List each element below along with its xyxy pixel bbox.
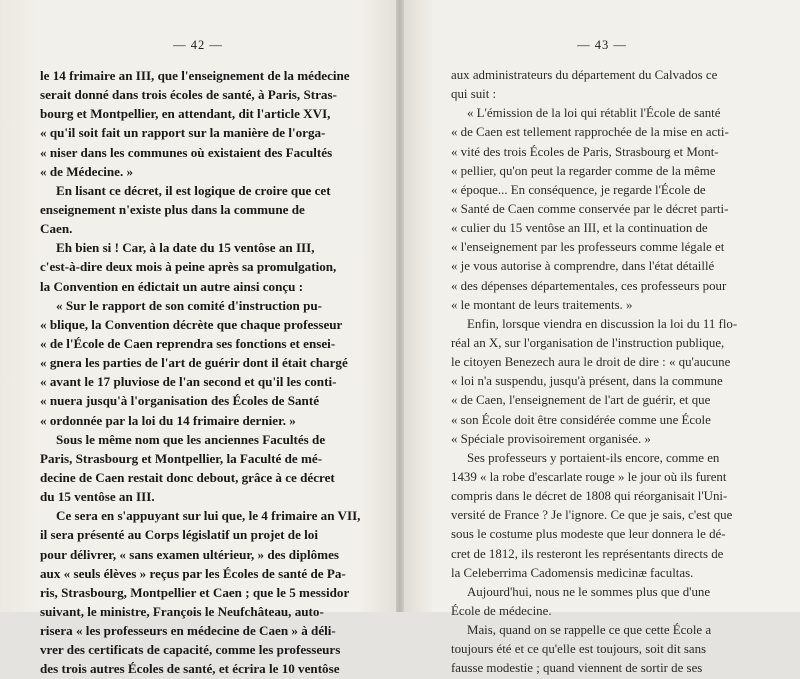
text-line: 1439 « la robe d'escarlate rouge » le jour où ils furent xyxy=(451,469,727,484)
right-page xyxy=(404,0,800,676)
text-line: « l'enseignement par les professeurs comme légale et xyxy=(451,240,725,255)
text-line: « époque... En conséquence, je regarde l'École de xyxy=(451,182,706,197)
left-page-text xyxy=(40,66,365,679)
text-line: suivant, le ministre, François le Neufchâteau, auto- xyxy=(40,603,324,619)
text-line: vrer des certificats de capacité, comme les professeurs xyxy=(40,642,341,658)
text-line: qui suit : xyxy=(451,87,497,102)
text-line: aux administrateurs du département du Calvados ce xyxy=(451,68,718,82)
text-line: risera « les professeurs en médecine de Caen » à déli- xyxy=(40,623,336,639)
text-line: du 15 ventôse an III. xyxy=(40,489,155,505)
text-line: bourg et Montpellier, en attendant, dit l'article XVI, xyxy=(40,106,331,122)
text-line: « des dépenses départementales, ces professeurs pour xyxy=(451,278,727,293)
text-line: « de Médecine. » xyxy=(40,163,134,179)
text-line: Ce sera en s'appuyant sur lui que, le 4 frimaire an VII, xyxy=(56,508,361,524)
text-line: « nuera jusqu'à l'organisation des Écoles de Santé xyxy=(40,393,320,409)
text-line: versité de France ? Je l'ignore. Ce que je sais, c'est que xyxy=(451,508,733,523)
text-line: aux « seuls élèves » reçus par les Écoles de santé de Pa- xyxy=(40,565,346,581)
text-line: sous le costume plus modeste que leur donnera le dé- xyxy=(451,527,726,542)
text-line: fausse modestie ; quand viennent de sortir de ses xyxy=(451,661,703,676)
text-line: toujours été et ce qu'elle est toujours, soit dit sans xyxy=(451,642,707,657)
text-line: la Convention en édictait un autre ainsi conçu : xyxy=(40,278,304,294)
right-page-text xyxy=(451,66,779,679)
text-line: Enfin, lorsque viendra en discussion la loi du 11 flo- xyxy=(467,316,738,331)
book-gutter xyxy=(396,0,404,612)
text-line: Caen. xyxy=(40,221,73,237)
text-line: le 14 frimaire an III, que l'enseignement de la médecine xyxy=(40,68,350,83)
text-line: « Sur le rapport de son comité d'instruction pu- xyxy=(56,297,323,313)
text-line: « pellier, qu'on peut la regarder comme de la même xyxy=(451,163,716,178)
text-line: enseignement n'existe plus dans la commune de xyxy=(40,201,305,217)
text-line: « avant le 17 pluviose de l'an second et qu'il les conti- xyxy=(40,374,337,390)
text-line: « blique, la Convention décrète que chaque professeur xyxy=(40,316,343,332)
text-line: réal an X, sur l'organisation de l'instruction publique, xyxy=(451,335,725,350)
text-line: decine de Caen restait donc debout, grâce à ce décret xyxy=(40,469,335,485)
text-line: Paris, Strasbourg et Montpellier, la Faculté de mé- xyxy=(40,450,323,466)
text-line: « de Caen est tellement rapprochée de la mise en acti- xyxy=(451,125,729,140)
text-line: il sera présenté au Corps législatif un projet de loi xyxy=(40,527,318,543)
text-line: « niser dans les communes où existaient des Facultés xyxy=(40,144,333,160)
text-line: « son École doit être considérée comme une École xyxy=(451,412,711,427)
text-line: « qu'il soit fait un rapport sur la manière de l'orga- xyxy=(40,125,326,141)
text-line: Eh bien si ! Car, à la date du 15 ventôse an III, xyxy=(56,240,315,256)
text-line: la Celeberrima Cadomensis medicinæ facultas. xyxy=(451,565,694,580)
text-line: compris dans le décret de 1808 qui réorganisait l'Uni- xyxy=(451,489,728,504)
text-line: « de l'École de Caen reprendra ses fonctions et ensei- xyxy=(40,335,336,351)
text-line: ris, Strasbourg, Montpellier et Caen ; que le 5 messidor xyxy=(40,584,350,600)
text-line: « culier du 15 ventôse an III, et la continuation de xyxy=(451,221,708,236)
text-line: « Spéciale provisoirement organisée. » xyxy=(451,431,651,446)
text-line: serait donné dans trois écoles de santé, à Paris, Stras- xyxy=(40,87,337,103)
text-line: Aujourd'hui, nous ne le sommes plus que d'une xyxy=(467,584,711,599)
text-line: « le montant de leurs traitements. » xyxy=(451,297,633,312)
text-line: Mais, quand on se rappelle ce que cette École a xyxy=(467,623,712,638)
page-number-right: — 43 — xyxy=(577,38,627,52)
text-line: le citoyen Benezech aura le droit de dire : « qu'aucune xyxy=(451,355,731,370)
left-page xyxy=(0,0,396,677)
text-line: « gnera les parties de l'art de guérir dont il était chargé xyxy=(40,355,348,371)
text-line: « je vous autorise à comprendre, dans l'état détaillé xyxy=(451,259,715,274)
text-line: « loi n'a suspendu, jusqu'à présent, dans la commune xyxy=(451,374,723,389)
text-line: « de Caen, l'enseignement de l'art de guérir, et que xyxy=(451,393,711,408)
text-line: pour délivrer, « sans examen ultérieur, » des diplômes xyxy=(40,546,339,562)
text-line: « Santé de Caen comme conservée par le décret parti- xyxy=(451,201,729,216)
text-line: En lisant ce décret, il est logique de croire que cet xyxy=(56,182,331,198)
text-line: cret de 1812, ils resteront les représentants directs de xyxy=(451,546,724,561)
text-line: École de médecine. xyxy=(451,603,552,618)
text-line: « ordonnée par la loi du 14 frimaire dernier. » xyxy=(40,412,296,428)
text-line: « vité des trois Écoles de Paris, Strasbourg et Mont- xyxy=(451,144,719,159)
page-number-left: — 42 — xyxy=(173,38,223,52)
text-line: c'est-à-dire deux mois à peine après sa promulgation, xyxy=(40,259,337,275)
text-line: Sous le même nom que les anciennes Facultés de xyxy=(56,431,326,447)
text-line: des trois autres Écoles de santé, et écrira le 10 ventôse xyxy=(40,661,340,677)
text-line: Ses professeurs y portaient-ils encore, comme en xyxy=(467,450,720,465)
text-line: « L'émission de la loi qui rétablit l'École de santé xyxy=(467,106,721,121)
